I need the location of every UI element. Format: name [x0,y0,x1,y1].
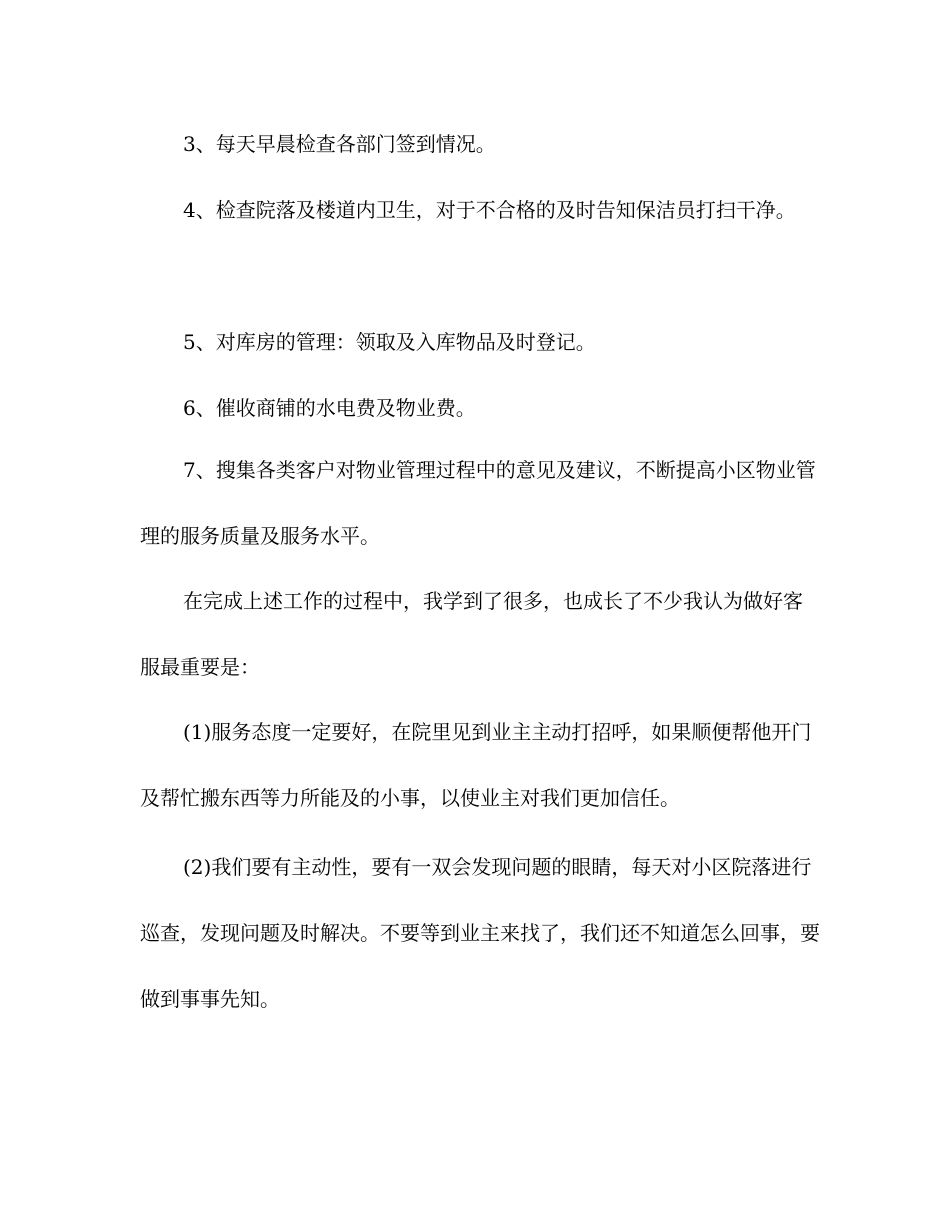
paragraph-summary: 在完成上述工作的过程中，我学到了很多，也成长了不少我认为做好客服最重要是： [140,589,803,679]
paragraph-point-1: (1)服务态度一定要好，在院里见到业主主动打招呼，如果顺便帮他开门及帮忙搬东西等力所能及的小事，以使业主对我们更加信任。 [140,720,812,810]
paragraph-item-6: 6、催收商铺的水电费及物业费。 [183,396,476,420]
paragraph-item-3: 3、每天早晨检查各部门签到情况。 [183,132,496,156]
paragraph-item-7: 7、搜集各类客户对物业管理过程中的意见及建议，不断提高小区物业管理的服务质量及服务水平。 [140,458,816,548]
paragraph-point-2: (2)我们要有主动性，要有一双会发现问题的眼睛，每天对小区院落进行巡查，发现问题及时解决。不要等到业主来找了，我们还不知道怎么回事，要做到事事先知。 [140,855,820,1011]
paragraph-item-4: 4、检查院落及楼道内卫生，对于不合格的及时告知保洁员打扫干净。 [183,198,796,222]
paragraph-item-5: 5、对库房的管理：领取及入库物品及时登记。 [183,330,596,354]
